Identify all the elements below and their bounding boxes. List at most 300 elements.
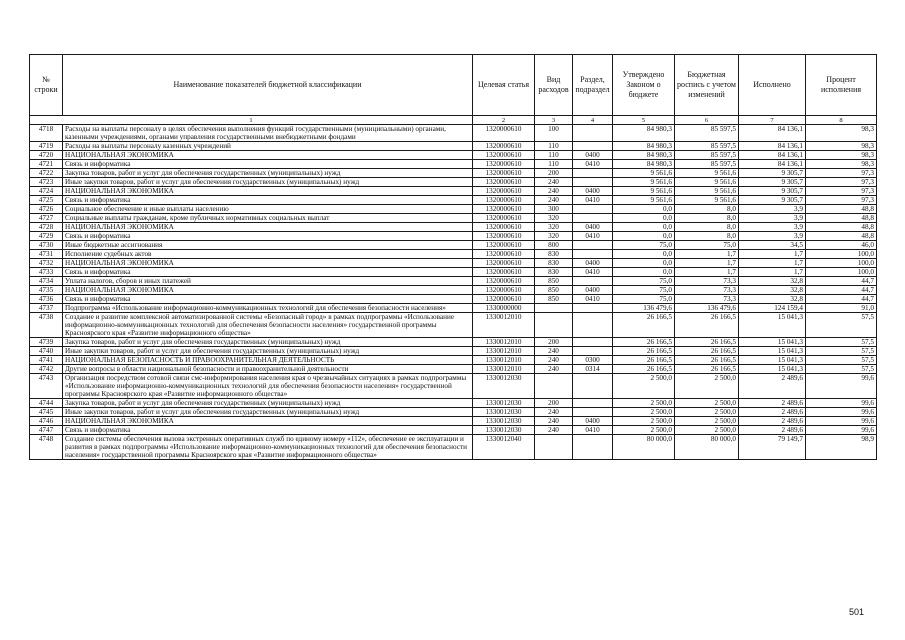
- percent-cell: 100,0: [806, 268, 877, 277]
- approved-cell: 26 166,5: [613, 356, 675, 365]
- kind-cell: [535, 435, 573, 460]
- name-cell: Закупка товаров, работ и услуг для обеспечения государственных (муниципальных) нужд: [63, 338, 473, 347]
- approved-cell: 84 980,3: [613, 125, 675, 142]
- percent-cell: 57,5: [806, 356, 877, 365]
- target-cell: 1320000610: [473, 223, 535, 232]
- page-number: 501: [848, 607, 864, 617]
- table-row: [30, 313, 877, 338]
- kind-cell: 200: [535, 338, 573, 347]
- schedule-cell: 26 166,5: [675, 313, 739, 338]
- table-row: [30, 426, 877, 435]
- approved-cell: 9 561,6: [613, 196, 675, 205]
- name-cell: Социальное обеспечение и иные выплаты населению: [63, 205, 473, 214]
- executed-cell: 124 159,4: [739, 304, 806, 313]
- table-row: [30, 187, 877, 196]
- kind-cell: 110: [535, 151, 573, 160]
- schedule-cell: 26 166,5: [675, 365, 739, 374]
- row-number-cell: 4741: [30, 356, 63, 365]
- section-cell: [573, 304, 613, 313]
- schedule-cell: 85 597,5: [675, 160, 739, 169]
- table-row: [30, 250, 877, 259]
- row-number-cell: 4740: [30, 347, 63, 356]
- budget-table-sheet: [29, 54, 876, 460]
- name-cell: НАЦИОНАЛЬНАЯ ЭКОНОМИКА: [63, 259, 473, 268]
- kind-cell: 100: [535, 125, 573, 142]
- percent-cell: 57,5: [806, 338, 877, 347]
- approved-cell: 0,0: [613, 268, 675, 277]
- percent-cell: 57,5: [806, 347, 877, 356]
- approved-cell: 0,0: [613, 259, 675, 268]
- header-target: Целевая статья: [473, 55, 535, 116]
- target-cell: 1330012030: [473, 426, 535, 435]
- kind-cell: 240: [535, 347, 573, 356]
- row-number-cell: 4744: [30, 399, 63, 408]
- percent-cell: 99,6: [806, 426, 877, 435]
- name-cell: Иные закупки товаров, работ и услуг для обеспечения государственных (муниципальных) нужд: [63, 178, 473, 187]
- approved-cell: 9 561,6: [613, 178, 675, 187]
- schedule-cell: 26 166,5: [675, 347, 739, 356]
- row-number-cell: 4728: [30, 223, 63, 232]
- table-row: [30, 196, 877, 205]
- approved-cell: 26 166,5: [613, 338, 675, 347]
- kind-cell: 240: [535, 408, 573, 417]
- schedule-cell: 26 166,5: [675, 338, 739, 347]
- table-row: [30, 356, 877, 365]
- executed-cell: 15 041,3: [739, 338, 806, 347]
- section-cell: [573, 399, 613, 408]
- row-number-cell: 4734: [30, 277, 63, 286]
- name-cell: Иные закупки товаров, работ и услуг для обеспечения государственных (муниципальных) нужд: [63, 347, 473, 356]
- approved-cell: 75,0: [613, 286, 675, 295]
- executed-cell: 79 149,7: [739, 435, 806, 460]
- percent-cell: 98,3: [806, 142, 877, 151]
- schedule-cell: 2 500,0: [675, 408, 739, 417]
- row-number-cell: 4738: [30, 313, 63, 338]
- table-row: [30, 268, 877, 277]
- executed-cell: 32,8: [739, 295, 806, 304]
- schedule-cell: 73,3: [675, 286, 739, 295]
- executed-cell: 9 305,7: [739, 187, 806, 196]
- name-cell: НАЦИОНАЛЬНАЯ БЕЗОПАСНОСТЬ И ПРАВООХРАНИТЕЛЬНАЯ ДЕЯТЕЛЬНОСТЬ: [63, 356, 473, 365]
- target-cell: 1330012030: [473, 399, 535, 408]
- kind-cell: 240: [535, 365, 573, 374]
- kind-cell: 300: [535, 205, 573, 214]
- section-cell: [573, 277, 613, 286]
- approved-cell: 84 980,3: [613, 151, 675, 160]
- name-cell: Уплата налогов, сборов и иных платежей: [63, 277, 473, 286]
- name-cell: Расходы на выплаты персоналу казенных учреждений: [63, 142, 473, 151]
- name-cell: Связь и информатика: [63, 295, 473, 304]
- percent-cell: 48,8: [806, 214, 877, 223]
- schedule-cell: 8,0: [675, 214, 739, 223]
- header-name: Наименование показателей бюджетной классификации: [63, 55, 473, 116]
- approved-cell: 0,0: [613, 232, 675, 241]
- kind-cell: 110: [535, 160, 573, 169]
- name-cell: НАЦИОНАЛЬНАЯ ЭКОНОМИКА: [63, 223, 473, 232]
- kind-cell: 200: [535, 169, 573, 178]
- header-row-no: № строки: [30, 55, 63, 116]
- table-row: [30, 214, 877, 223]
- kind-cell: 240: [535, 426, 573, 435]
- schedule-cell: 2 500,0: [675, 374, 739, 399]
- row-number-cell: 4729: [30, 232, 63, 241]
- target-cell: 1320000610: [473, 277, 535, 286]
- name-cell: Исполнение судебных актов: [63, 250, 473, 259]
- percent-cell: 99,6: [806, 374, 877, 399]
- schedule-cell: 1,7: [675, 268, 739, 277]
- column-number: 7: [739, 116, 806, 125]
- target-cell: 1330012010: [473, 347, 535, 356]
- approved-cell: 2 500,0: [613, 374, 675, 399]
- row-number-cell: 4725: [30, 196, 63, 205]
- section-cell: 0314: [573, 365, 613, 374]
- name-cell: Иные закупки товаров, работ и услуг для обеспечения государственных (муниципальных) нужд: [63, 408, 473, 417]
- schedule-cell: 9 561,6: [675, 187, 739, 196]
- approved-cell: 75,0: [613, 241, 675, 250]
- kind-cell: 320: [535, 214, 573, 223]
- executed-cell: 1,7: [739, 259, 806, 268]
- table-row: [30, 205, 877, 214]
- percent-cell: 44,7: [806, 286, 877, 295]
- executed-cell: 9 305,7: [739, 169, 806, 178]
- percent-cell: 98,3: [806, 151, 877, 160]
- percent-cell: 57,5: [806, 313, 877, 338]
- target-cell: 1320000610: [473, 196, 535, 205]
- section-cell: 0410: [573, 426, 613, 435]
- target-cell: 1320000610: [473, 125, 535, 142]
- executed-cell: 32,8: [739, 277, 806, 286]
- name-cell: НАЦИОНАЛЬНАЯ ЭКОНОМИКА: [63, 286, 473, 295]
- target-cell: 1330012010: [473, 338, 535, 347]
- kind-cell: 240: [535, 187, 573, 196]
- executed-cell: 2 489,6: [739, 399, 806, 408]
- approved-cell: 75,0: [613, 277, 675, 286]
- name-cell: НАЦИОНАЛЬНАЯ ЭКОНОМИКА: [63, 151, 473, 160]
- schedule-cell: 73,3: [675, 277, 739, 286]
- section-cell: [573, 214, 613, 223]
- header-executed: Исполнено: [739, 55, 806, 116]
- table-row: [30, 374, 877, 399]
- kind-cell: 320: [535, 232, 573, 241]
- name-cell: НАЦИОНАЛЬНАЯ ЭКОНОМИКА: [63, 417, 473, 426]
- name-cell: Связь и информатика: [63, 232, 473, 241]
- executed-cell: 9 305,7: [739, 178, 806, 187]
- kind-cell: 110: [535, 142, 573, 151]
- approved-cell: 80 000,0: [613, 435, 675, 460]
- name-cell: НАЦИОНАЛЬНАЯ ЭКОНОМИКА: [63, 187, 473, 196]
- percent-cell: 44,7: [806, 295, 877, 304]
- table-row: [30, 232, 877, 241]
- executed-cell: 9 305,7: [739, 196, 806, 205]
- executed-cell: 15 041,3: [739, 313, 806, 338]
- kind-cell: 830: [535, 250, 573, 259]
- kind-cell: 830: [535, 268, 573, 277]
- executed-cell: 2 489,6: [739, 374, 806, 399]
- schedule-cell: 8,0: [675, 205, 739, 214]
- table-row: [30, 286, 877, 295]
- section-cell: 0400: [573, 286, 613, 295]
- column-number: 8: [806, 116, 877, 125]
- kind-cell: 850: [535, 277, 573, 286]
- executed-cell: 15 041,3: [739, 347, 806, 356]
- name-cell: Закупка товаров, работ и услуг для обеспечения государственных (муниципальных) нужд: [63, 169, 473, 178]
- approved-cell: 0,0: [613, 250, 675, 259]
- table-row: [30, 223, 877, 232]
- executed-cell: 84 136,1: [739, 160, 806, 169]
- schedule-cell: 85 597,5: [675, 142, 739, 151]
- row-number-cell: 4721: [30, 160, 63, 169]
- table-row: [30, 241, 877, 250]
- row-number-cell: 4743: [30, 374, 63, 399]
- row-number-cell: 4727: [30, 214, 63, 223]
- row-number-cell: 4731: [30, 250, 63, 259]
- target-cell: 1330012030: [473, 408, 535, 417]
- schedule-cell: 9 561,6: [675, 196, 739, 205]
- target-cell: 1320000610: [473, 259, 535, 268]
- kind-cell: [535, 313, 573, 338]
- target-cell: 1330012040: [473, 435, 535, 460]
- schedule-cell: 75,0: [675, 241, 739, 250]
- row-number-cell: 4733: [30, 268, 63, 277]
- executed-cell: 32,8: [739, 286, 806, 295]
- approved-cell: 0,0: [613, 214, 675, 223]
- header-section: Раздел, подраздел: [573, 55, 613, 116]
- executed-cell: 2 489,6: [739, 426, 806, 435]
- schedule-cell: 1,7: [675, 250, 739, 259]
- row-number-cell: 4742: [30, 365, 63, 374]
- row-number-cell: 4723: [30, 178, 63, 187]
- kind-cell: [535, 304, 573, 313]
- table-body: [30, 125, 877, 460]
- executed-cell: 1,7: [739, 268, 806, 277]
- schedule-cell: 2 500,0: [675, 426, 739, 435]
- schedule-cell: 136 479,6: [675, 304, 739, 313]
- row-number-cell: 4747: [30, 426, 63, 435]
- kind-cell: 830: [535, 259, 573, 268]
- section-cell: [573, 374, 613, 399]
- row-number-cell: 4736: [30, 295, 63, 304]
- approved-cell: 0,0: [613, 223, 675, 232]
- percent-cell: 98,9: [806, 435, 877, 460]
- approved-cell: 2 500,0: [613, 408, 675, 417]
- kind-cell: 800: [535, 241, 573, 250]
- row-number-cell: 4746: [30, 417, 63, 426]
- target-cell: 1320000610: [473, 178, 535, 187]
- approved-cell: 9 561,6: [613, 169, 675, 178]
- target-cell: 1320000610: [473, 214, 535, 223]
- name-cell: Создание системы обеспечения вызова экстренных оперативных служб по единому номеру «112», обеспечение ее эксплуатации и развития в рамках подпрограммы «Использование информационно-коммуникационных технологий для обеспечения безопасности населения» государственной программы Красноярского края «Развитие информационного общества»: [63, 435, 473, 460]
- schedule-cell: 2 500,0: [675, 399, 739, 408]
- target-cell: 1330012010: [473, 313, 535, 338]
- table-row: [30, 259, 877, 268]
- section-cell: [573, 408, 613, 417]
- section-cell: 0400: [573, 187, 613, 196]
- kind-cell: 240: [535, 178, 573, 187]
- table-row: [30, 142, 877, 151]
- section-cell: 0400: [573, 417, 613, 426]
- schedule-cell: 26 166,5: [675, 356, 739, 365]
- percent-cell: 91,0: [806, 304, 877, 313]
- kind-cell: [535, 374, 573, 399]
- approved-cell: 84 980,3: [613, 160, 675, 169]
- schedule-cell: 2 500,0: [675, 417, 739, 426]
- section-cell: [573, 169, 613, 178]
- row-number-cell: 4735: [30, 286, 63, 295]
- executed-cell: 3,9: [739, 214, 806, 223]
- table-row: [30, 151, 877, 160]
- name-cell: Закупка товаров, работ и услуг для обеспечения государственных (муниципальных) нужд: [63, 399, 473, 408]
- executed-cell: 2 489,6: [739, 417, 806, 426]
- target-cell: 1330000000: [473, 304, 535, 313]
- percent-cell: 97,3: [806, 178, 877, 187]
- percent-cell: 99,6: [806, 399, 877, 408]
- schedule-cell: 9 561,6: [675, 169, 739, 178]
- kind-cell: 240: [535, 417, 573, 426]
- section-cell: [573, 241, 613, 250]
- schedule-cell: 85 597,5: [675, 151, 739, 160]
- row-number-cell: 4745: [30, 408, 63, 417]
- target-cell: 1320000610: [473, 295, 535, 304]
- section-cell: [573, 205, 613, 214]
- approved-cell: 84 980,3: [613, 142, 675, 151]
- section-cell: 0300: [573, 356, 613, 365]
- kind-cell: 200: [535, 399, 573, 408]
- target-cell: 1320000610: [473, 286, 535, 295]
- section-cell: [573, 250, 613, 259]
- table-row: [30, 125, 877, 142]
- schedule-cell: 73,3: [675, 295, 739, 304]
- name-cell: Связь и информатика: [63, 196, 473, 205]
- approved-cell: 26 166,5: [613, 365, 675, 374]
- target-cell: 1330012030: [473, 417, 535, 426]
- target-cell: 1320000610: [473, 232, 535, 241]
- section-cell: [573, 338, 613, 347]
- table-row: [30, 338, 877, 347]
- kind-cell: 240: [535, 356, 573, 365]
- percent-cell: 57,5: [806, 365, 877, 374]
- percent-cell: 100,0: [806, 250, 877, 259]
- table-row: [30, 347, 877, 356]
- percent-cell: 48,8: [806, 223, 877, 232]
- schedule-cell: 8,0: [675, 232, 739, 241]
- table-row: [30, 304, 877, 313]
- executed-cell: 3,9: [739, 223, 806, 232]
- table-row: [30, 399, 877, 408]
- name-cell: Подпрограмма «Использование информационно-коммуникационных технологий для обеспечения безопасности населения»: [63, 304, 473, 313]
- executed-cell: 1,7: [739, 250, 806, 259]
- row-number-cell: 4726: [30, 205, 63, 214]
- percent-cell: 48,8: [806, 232, 877, 241]
- name-cell: Связь и информатика: [63, 268, 473, 277]
- section-cell: [573, 142, 613, 151]
- header-kind: Вид расходов: [535, 55, 573, 116]
- name-cell: Связь и информатика: [63, 160, 473, 169]
- target-cell: 1320000610: [473, 169, 535, 178]
- target-cell: 1320000610: [473, 250, 535, 259]
- schedule-cell: 80 000,0: [675, 435, 739, 460]
- approved-cell: 2 500,0: [613, 399, 675, 408]
- name-cell: Социальные выплаты гражданам, кроме публичных нормативных социальных выплат: [63, 214, 473, 223]
- target-cell: 1320000610: [473, 160, 535, 169]
- schedule-cell: 9 561,6: [675, 178, 739, 187]
- row-number-cell: 4748: [30, 435, 63, 460]
- executed-cell: 84 136,1: [739, 151, 806, 160]
- section-cell: 0400: [573, 151, 613, 160]
- column-number-row: [30, 116, 877, 125]
- executed-cell: 34,5: [739, 241, 806, 250]
- executed-cell: 84 136,1: [739, 125, 806, 142]
- target-cell: 1320000610: [473, 187, 535, 196]
- percent-cell: 99,6: [806, 408, 877, 417]
- percent-cell: 97,3: [806, 196, 877, 205]
- table-row: [30, 417, 877, 426]
- table-row: [30, 295, 877, 304]
- approved-cell: 0,0: [613, 205, 675, 214]
- column-number: 1: [30, 116, 473, 125]
- target-cell: 1320000610: [473, 142, 535, 151]
- header-approved: Утверждено Законом о бюджете: [613, 55, 675, 116]
- column-number: 6: [675, 116, 739, 125]
- row-number-cell: 4722: [30, 169, 63, 178]
- budget-table: [29, 54, 877, 460]
- kind-cell: 240: [535, 196, 573, 205]
- table-row: [30, 160, 877, 169]
- column-number: 5: [613, 116, 675, 125]
- percent-cell: 97,3: [806, 169, 877, 178]
- percent-cell: 48,8: [806, 205, 877, 214]
- header-percent: Процент исполнения: [806, 55, 877, 116]
- section-cell: [573, 125, 613, 142]
- column-number: 2: [473, 116, 535, 125]
- percent-cell: 100,0: [806, 259, 877, 268]
- row-number-cell: 4730: [30, 241, 63, 250]
- target-cell: 1330012030: [473, 374, 535, 399]
- section-cell: 0410: [573, 196, 613, 205]
- table-row: [30, 178, 877, 187]
- approved-cell: 136 479,6: [613, 304, 675, 313]
- section-cell: 0400: [573, 259, 613, 268]
- section-cell: 0410: [573, 160, 613, 169]
- table-row: [30, 277, 877, 286]
- approved-cell: 9 561,6: [613, 187, 675, 196]
- section-cell: [573, 313, 613, 338]
- kind-cell: 320: [535, 223, 573, 232]
- schedule-cell: 8,0: [675, 223, 739, 232]
- percent-cell: 98,3: [806, 160, 877, 169]
- row-number-cell: 4718: [30, 125, 63, 142]
- name-cell: Другие вопросы в области национальной безопасности и правоохранительной деятельности: [63, 365, 473, 374]
- target-cell: 1320000610: [473, 151, 535, 160]
- row-number-cell: 4720: [30, 151, 63, 160]
- approved-cell: 2 500,0: [613, 426, 675, 435]
- percent-cell: 98,3: [806, 125, 877, 142]
- table-row: [30, 408, 877, 417]
- name-cell: Связь и информатика: [63, 426, 473, 435]
- header-schedule: Бюджетная роспись с учетом изменений: [675, 55, 739, 116]
- target-cell: 1320000610: [473, 241, 535, 250]
- section-cell: 0400: [573, 223, 613, 232]
- header-row: [30, 55, 877, 116]
- name-cell: Расходы на выплаты персоналу в целях обеспечения выполнения функций государственными (муниципальными) органами, казенными учреждениями, органами управления государственными внебюджетными фондами: [63, 125, 473, 142]
- executed-cell: 15 041,3: [739, 365, 806, 374]
- name-cell: Организация посредством сотовой связи смс-информирования населения края о чрезвычайных ситуациях в рамках подпрограммы «Использование информационно-коммуникационных технологий для обеспечения безопасности населения» государственной программы Красноярского края «Развитие информационного общества»: [63, 374, 473, 399]
- table-row: [30, 365, 877, 374]
- executed-cell: 2 489,6: [739, 408, 806, 417]
- row-number-cell: 4739: [30, 338, 63, 347]
- executed-cell: 15 041,3: [739, 356, 806, 365]
- section-cell: [573, 178, 613, 187]
- schedule-cell: 85 597,5: [675, 125, 739, 142]
